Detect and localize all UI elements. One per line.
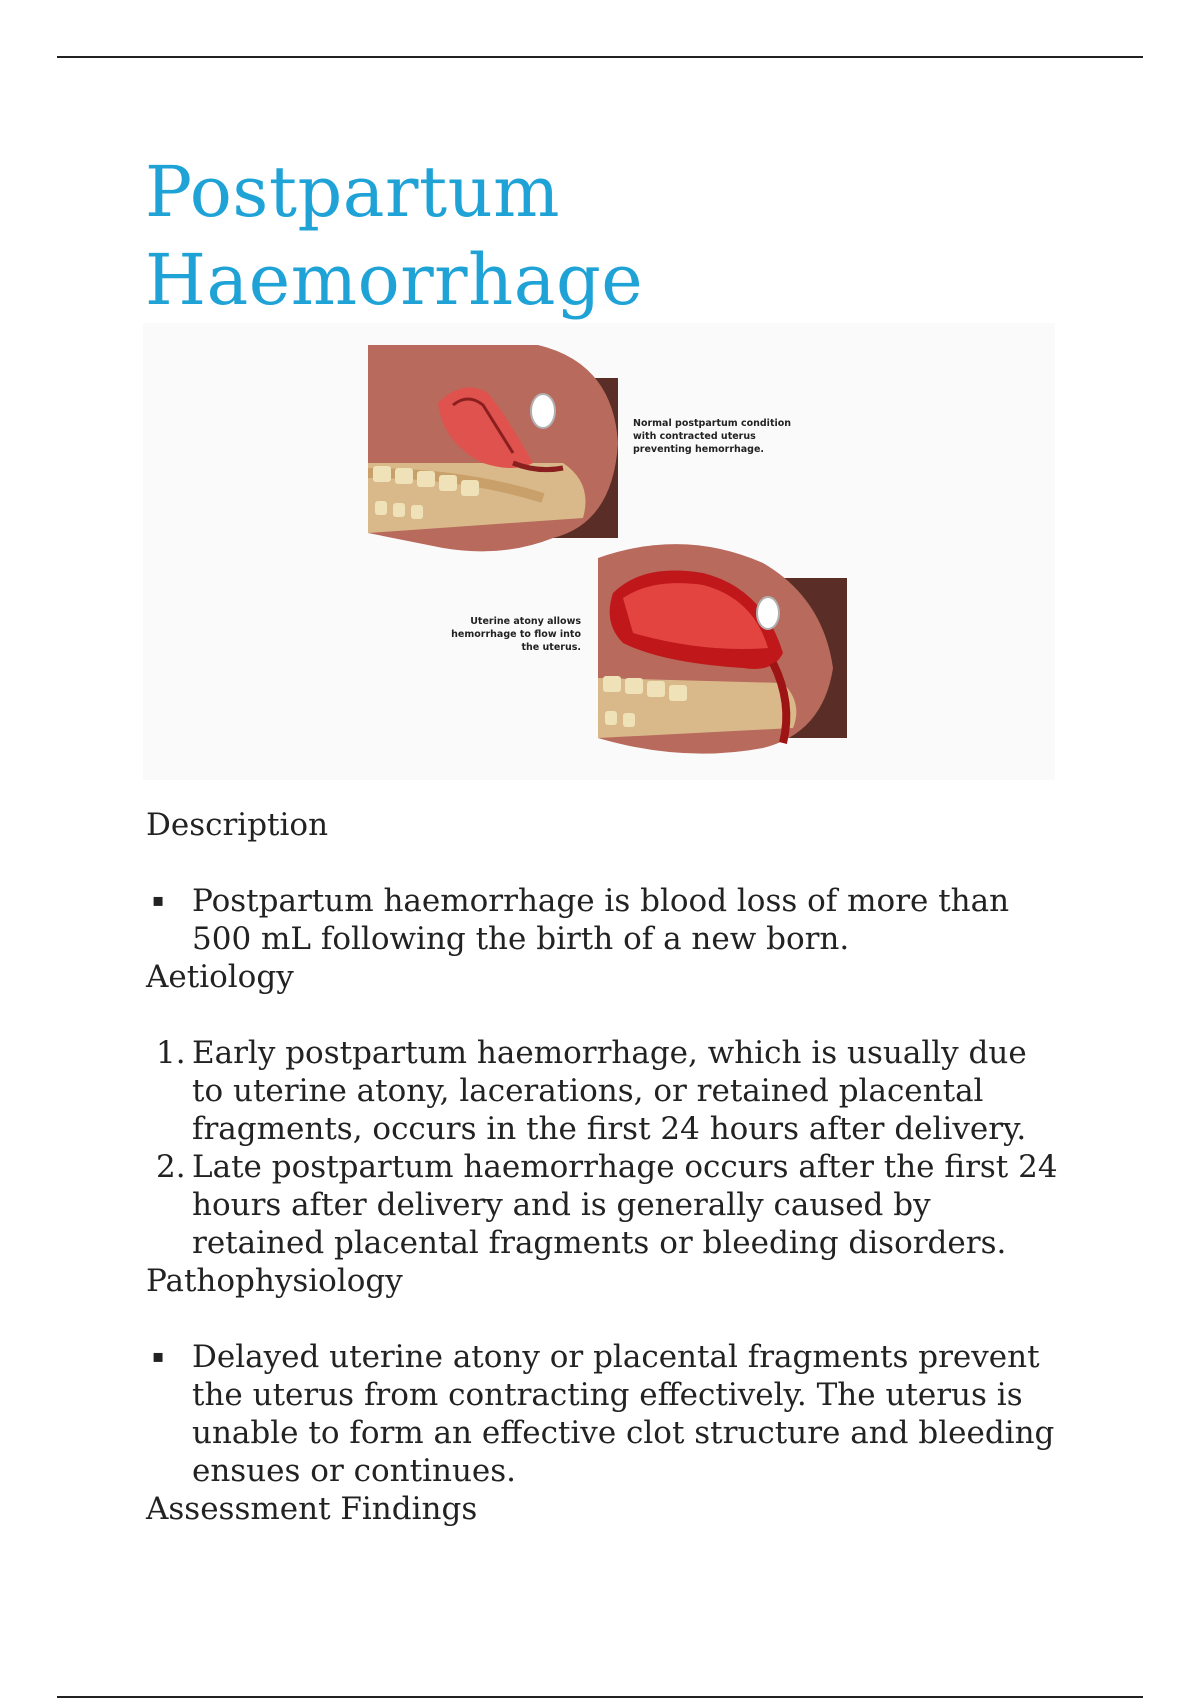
title-line-1: Postpartum (145, 151, 561, 233)
description-list (146, 882, 1066, 958)
assessment-heading: Assessment Findings (146, 1491, 478, 1527)
caption-atony: Uterine atony allows hemorrhage to flow into the uterus. (451, 616, 581, 653)
list-text: Early postpartum haemorrhage, which is usually due to uterine atony, lacerations, or retained placental fragments, occurs in the first 24 hours after delivery. (192, 1035, 1027, 1147)
title-line-2: Haemorrhage (145, 239, 644, 321)
normal-uterus-panel (368, 345, 618, 551)
list-number: 2. (156, 1149, 186, 1185)
list-item (146, 1148, 1066, 1262)
list-item (146, 1034, 1066, 1148)
anatomy-illustration (143, 323, 1055, 780)
aetiology-heading: Aetiology (146, 959, 294, 995)
list-item: ▪ Postpartum haemorrhage is blood loss of more than 500 mL following the birth of a new born. (146, 882, 1066, 958)
top-rule (57, 56, 1143, 58)
caption-normal: Normal postpartum condition with contracted uterus preventing hemorrhage. (633, 418, 792, 455)
illustration-graphic (143, 323, 1055, 780)
document-body (146, 806, 1066, 1528)
bottom-rule (57, 1696, 1143, 1698)
document-title (145, 148, 643, 324)
list-number: 1. (156, 1035, 186, 1071)
atony-uterus-panel (598, 544, 847, 753)
list-text: Late postpartum haemorrhage occurs after the first 24 hours after delivery and is generally caused by retained placental fragments or bleeding disorders. (192, 1149, 1058, 1261)
aetiology-list (146, 1034, 1066, 1262)
pathophysiology-heading: Pathophysiology (146, 1263, 403, 1299)
list-item: ▪ Delayed uterine atony or placental fragments prevent the uterus from contracting effectively. The uterus is unable to form an effective clot structure and bleeding ensues or continues. (146, 1338, 1066, 1490)
pathophysiology-list (146, 1338, 1066, 1490)
description-heading: Description (146, 807, 329, 843)
